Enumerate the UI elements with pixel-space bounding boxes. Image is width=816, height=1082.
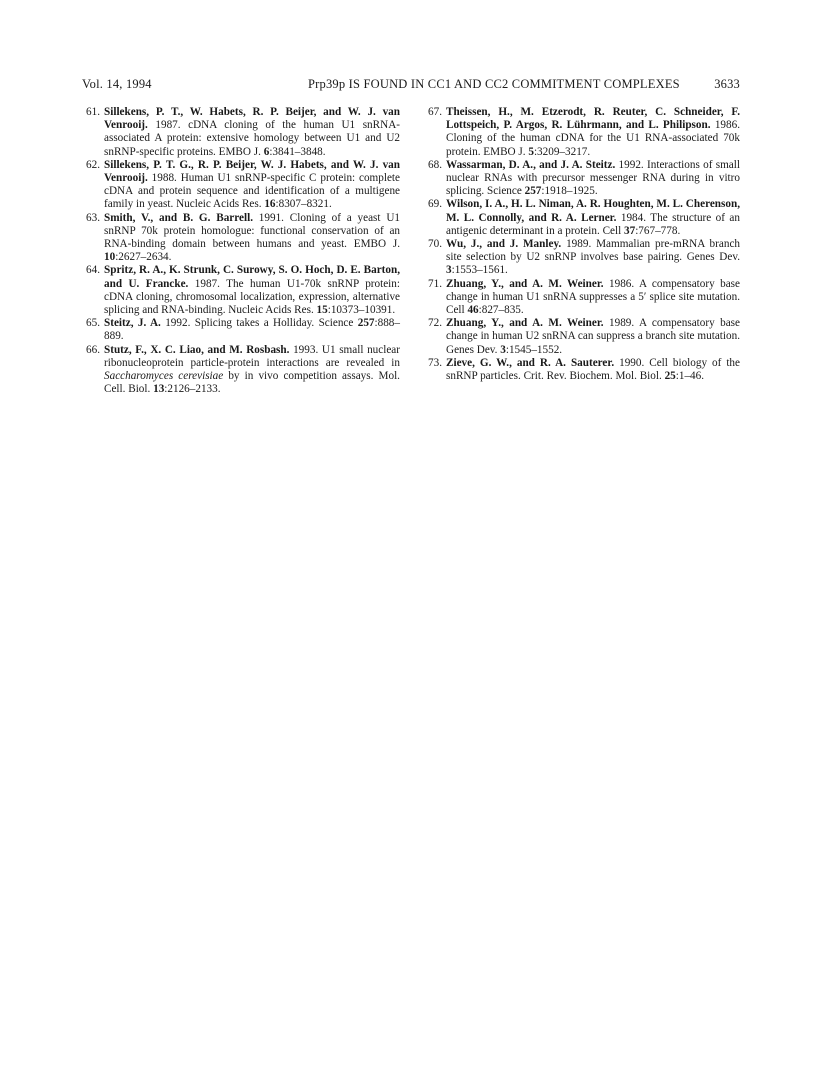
- reference-item: [424, 198, 740, 238]
- reference-authors: Smith, V., and B. G. Barrell.: [104, 211, 253, 224]
- reference-volume: 3: [446, 264, 452, 277]
- reference-text: 1986. Cloning of the human cDNA for the U1 RNA-associated 70k protein. EMBO J.: [446, 119, 741, 158]
- reference-pages: :8307–8321.: [275, 198, 332, 211]
- reference-item: [424, 159, 740, 199]
- reference-number: 70 .: [424, 238, 442, 251]
- reference-volume: 46: [467, 304, 479, 317]
- reference-authors: Steitz, J. A.: [104, 317, 161, 330]
- reference-pages: :2126–2133.: [164, 383, 221, 396]
- reference-number: 64 .: [82, 264, 100, 277]
- reference-authors: Wassarman, D. A., and J. A. Steitz.: [446, 158, 616, 171]
- reference-authors: Zhuang, Y., and A. M. Weiner.: [446, 277, 604, 290]
- reference-volume: 6: [263, 145, 270, 158]
- reference-text: 1988. Human U1 snRNP-specific C protein: complete cDNA and protein sequence and identification of a multigene family in yeast. Nucleic Acids Res.: [104, 172, 400, 211]
- reference-pages: :1–46.: [675, 370, 705, 383]
- reference-pages: :3209–3217.: [533, 145, 591, 158]
- reference-item: [82, 212, 400, 265]
- reference-number: 68 .: [424, 159, 442, 172]
- running-title: Prp39p IS FOUND IN CC1 AND CC2 COMMITMENT COMPLEXES: [308, 77, 680, 91]
- reference-species-italic: Saccharomyces cerevisiae: [104, 370, 224, 383]
- reference-item: [82, 317, 400, 343]
- reference-volume: 16: [264, 198, 276, 211]
- reference-pages: :827–835.: [478, 304, 524, 317]
- references-column-right: [424, 106, 740, 383]
- reference-number: 72 .: [424, 317, 442, 330]
- reference-authors: Wilson, I. A., H. L. Niman, A. R. Houghten, M. L. Cherenson, M. L. Connolly, and R. A. Lerner.: [446, 198, 740, 224]
- reference-text: 1987. cDNA cloning of the human U1 snRNA-associated A protein: extensive homology between U1 and U2 snRNP-specific proteins. EMBO J.: [104, 119, 400, 158]
- reference-item: [82, 106, 400, 159]
- reference-volume: 25: [664, 370, 676, 383]
- journal-volume: Vol. 14, 1994: [82, 77, 152, 91]
- reference-text: 1987. The human U1-70k snRNP protein: cDNA cloning, chromosomal localization, expression, alternative splicing and RNA-binding. Nucleic Acids Res.: [104, 277, 400, 317]
- reference-text: 1989. A compensatory base change in human U2 snRNA can suppress a branch site mutation. Genes Dev.: [446, 317, 740, 356]
- reference-item: [424, 357, 740, 383]
- reference-number: 73 .: [424, 357, 442, 370]
- reference-authors: Theissen, H., M. Etzerodt, R. Reuter, C. Schneider, F. Lottspeich, P. Argos, R. Lührmann, and L. Philipson.: [446, 106, 740, 132]
- reference-authors: Spritz, R. A., K. Strunk, C. Surowy, S. O. Hoch, D. E. Barton, and U. Francke.: [104, 264, 400, 290]
- reference-volume: 3: [500, 343, 506, 356]
- reference-text: 1990. Cell biology of the snRNP particles. Crit. Rev. Biochem. Mol. Biol.: [446, 356, 740, 383]
- reference-item: [424, 238, 740, 278]
- reference-number: 66 .: [82, 344, 100, 357]
- reference-volume: 5: [528, 145, 534, 158]
- reference-number: 61 .: [82, 106, 100, 119]
- reference-text: 1986. A compensatory base change in human U1 snRNA suppresses a 5′ splice site mutation. Cell: [446, 277, 740, 317]
- reference-authors: Sillekens, P. T., W. Habets, R. P. Beijer, and W. J. van Venrooij.: [104, 106, 400, 132]
- reference-volume: 15: [316, 304, 328, 317]
- reference-pages: :3841–3848.: [269, 145, 326, 158]
- running-header: [82, 77, 740, 97]
- reference-authors: Sillekens, P. T. G., R. P. Beijer, W. J. Habets, and W. J. van Venrooij.: [104, 158, 400, 185]
- reference-text: 1991. Cloning of a yeast U1 snRNP 70k protein homologue: functional conservation of an RNA-binding domain between humans and yeast. EMBO J.: [104, 211, 400, 251]
- reference-volume: 13: [153, 383, 165, 396]
- page-number: 3633: [714, 77, 740, 91]
- reference-item: [82, 344, 400, 397]
- reference-pages: :1553–1561.: [451, 264, 508, 277]
- reference-volume: 257: [357, 317, 375, 330]
- reference-text: 1992. Interactions of small nuclear RNAs with precursor messenger RNA during in vitro splicing. Science: [446, 158, 740, 198]
- reference-item: [82, 264, 400, 317]
- reference-authors: Wu, J., and J. Manley.: [446, 238, 562, 251]
- reference-volume: 37: [624, 224, 636, 237]
- reference-item: [424, 106, 740, 159]
- references-column-left: [82, 106, 400, 396]
- reference-authors: Zhuang, Y., and A. M. Weiner.: [446, 317, 604, 330]
- reference-number: 63 .: [82, 212, 100, 225]
- reference-number: 67 .: [424, 106, 442, 119]
- reference-item: [424, 278, 740, 318]
- reference-number: 62 .: [82, 159, 100, 172]
- reference-pages: :1545–1552.: [505, 343, 563, 356]
- reference-pages: :888–889.: [104, 317, 400, 343]
- reference-pages: :767–778.: [635, 224, 681, 237]
- reference-number: 71 .: [424, 278, 442, 291]
- reference-text: 1989. Mammalian pre-mRNA branch site selection by U2 snRNP involves base pairing. Genes Dev.: [446, 238, 741, 264]
- reference-volume: 10: [104, 251, 116, 264]
- reference-pages: :2627–2634.: [115, 251, 172, 264]
- reference-text: 1992. Splicing takes a Holliday. Science: [160, 317, 358, 330]
- reference-number: 65 .: [82, 317, 100, 330]
- reference-pages: :10373–10391.: [327, 304, 396, 317]
- reference-pages: :1918–1925.: [541, 185, 598, 198]
- reference-authors: Zieve, G. W., and R. A. Sauterer.: [446, 356, 615, 369]
- reference-number: 69 .: [424, 198, 442, 211]
- reference-authors: Stutz, F., X. C. Liao, and M. Rosbash.: [104, 343, 290, 356]
- reference-volume: 257: [524, 185, 542, 198]
- reference-item: [424, 317, 740, 357]
- reference-text: 1984. The structure of an antigenic determinant in a protein. Cell: [446, 211, 740, 237]
- reference-text-continued: by in vivo competition assays. Mol. Cell. Biol.: [104, 370, 400, 396]
- reference-item: [82, 159, 400, 212]
- reference-text: 1993. U1 small nuclear ribonucleoprotein particle-protein interactions are revealed in: [104, 343, 400, 369]
